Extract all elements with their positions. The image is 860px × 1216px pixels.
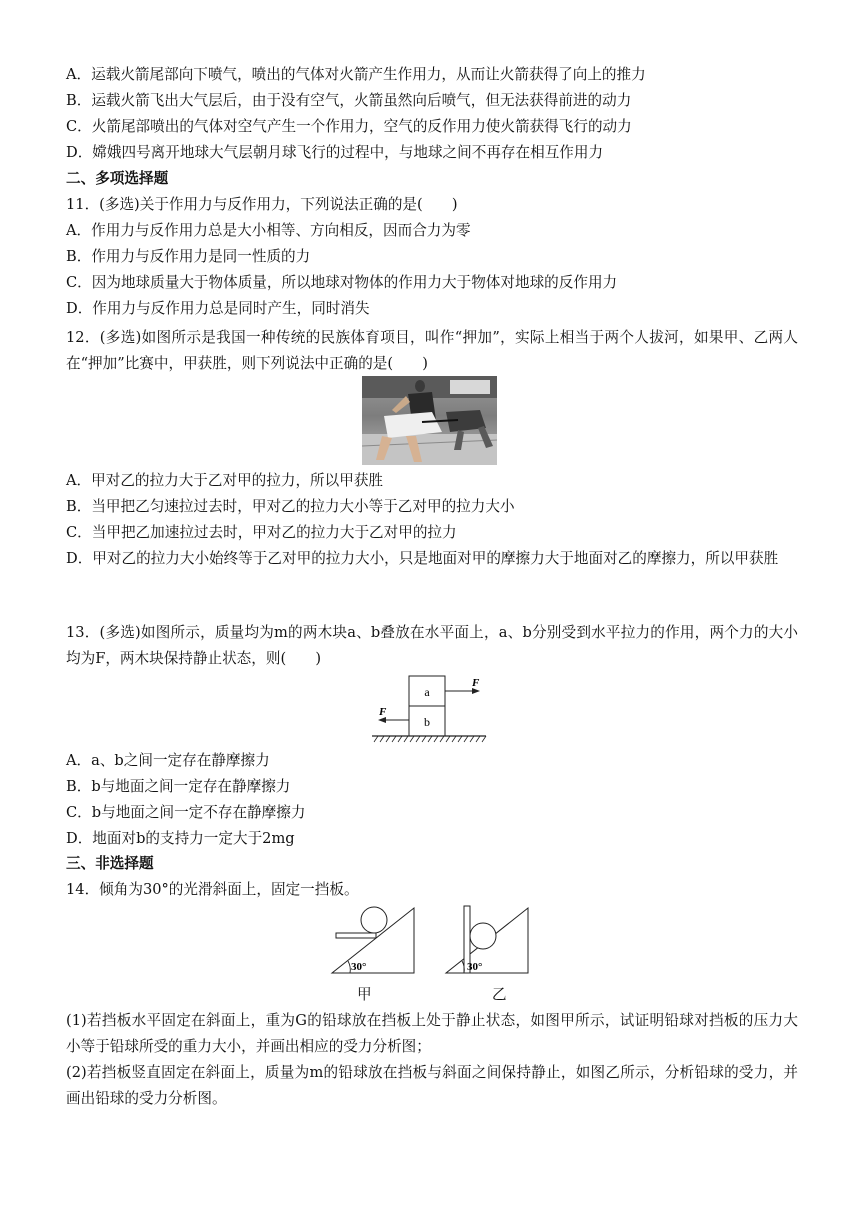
section-heading-non-choice: 三、非选择题 [66,855,154,872]
q10-option-c: C．火箭尾部喷出的气体对空气产生一个作用力，空气的反作用力使火箭获得飞行的动力 [66,118,632,135]
pushing-game-photo [362,376,497,465]
q11-option-b: B．作用力与反作用力是同一性质的力 [66,248,311,265]
figure-caption-jia: 甲 [357,986,372,1003]
force-label-bottom: F [379,706,387,718]
block-a-label: a [424,685,430,699]
q12-stem: 12．(多选)如图所示是我国一种传统的民族体育项目，叫作“押加”，实际上相当于两个人拔河，如果甲、乙两人在“押加”比赛中，甲获胜，则下列说法中正确的是( ) [66,329,798,372]
block-b-label: b [424,715,430,729]
angle-label-jia: 30° [351,961,367,973]
q13-option-b: B．b与地面之间一定存在静摩擦力 [66,778,291,795]
q12-option-b: B．当甲把乙匀速拉过去时，甲对乙的拉力大小等于乙对甲的拉力大小 [66,498,515,515]
q13-stem: 13．(多选)如图所示，质量均为m的两木块a、b叠放在水平面上，a、b分别受到水平拉力的作用，两个力的大小均为F，两木块保持静止状态，则( ) [66,624,798,667]
q14-part-2: (2)若挡板竖直固定在斜面上，质量为m的铅球放在挡板与斜面之间保持静止，如图乙所示，分析铅球的受力，并画出铅球的受力分析图。 [66,1064,798,1107]
q13-option-a: A．a、b之间一定存在静摩擦力 [66,752,270,769]
q12-option-d: D．甲对乙的拉力大小始终等于乙对甲的拉力大小，只是地面对甲的摩擦力大于地面对乙的摩擦力，所以甲获胜 [66,550,779,567]
q10-option-b: B．运载火箭飞出大气层后，由于没有空气，火箭虽然向后喷气，但无法获得前进的动力 [66,92,632,109]
q14-part-1: (1)若挡板水平固定在斜面上，重为G的铅球放在挡板上处于静止状态，如图甲所示，试证明铅球对挡板的压力大小等于铅球所受的重力大小，并画出相应的受力分析图； [66,1012,798,1055]
q14-stem: 14．倾角为30°的光滑斜面上，固定一挡板。 [66,881,359,898]
q11-option-a: A．作用力与反作用力总是大小相等、方向相反，因而合力为零 [66,222,471,239]
q12-option-a: A．甲对乙的拉力大于乙对甲的拉力，所以甲获胜 [66,472,384,489]
q10-option-a: A．运载火箭尾部向下喷气，喷出的气体对火箭产生作用力，从而让火箭获得了向上的推力 [66,66,646,83]
q11-option-d: D．作用力与反作用力总是同时产生，同时消失 [66,300,370,317]
stacked-blocks-figure [368,672,490,748]
q13-option-d: D．地面对b的支持力一定大于2mg [66,830,295,847]
q11-stem: 11．(多选)关于作用力与反作用力，下列说法正确的是( ) [66,196,458,213]
incline-figure-yi [444,902,544,976]
section-heading-multiple-choice: 二、多项选择题 [66,170,169,187]
angle-label-yi: 30° [467,961,483,973]
figure-caption-yi: 乙 [492,986,507,1003]
force-label-top: F [472,677,480,689]
q11-option-c: C．因为地球质量大于物体质量，所以地球对物体的作用力大于物体对地球的反作用力 [66,274,618,291]
q10-option-d: D．嫦娥四号离开地球大气层朝月球飞行的过程中，与地球之间不再存在相互作用力 [66,144,604,161]
q12-option-c: C．当甲把乙加速拉过去时，甲对乙的拉力大于乙对甲的拉力 [66,524,457,541]
q13-option-c: C．b与地面之间一定不存在静摩擦力 [66,804,306,821]
incline-figure-jia [330,902,430,976]
